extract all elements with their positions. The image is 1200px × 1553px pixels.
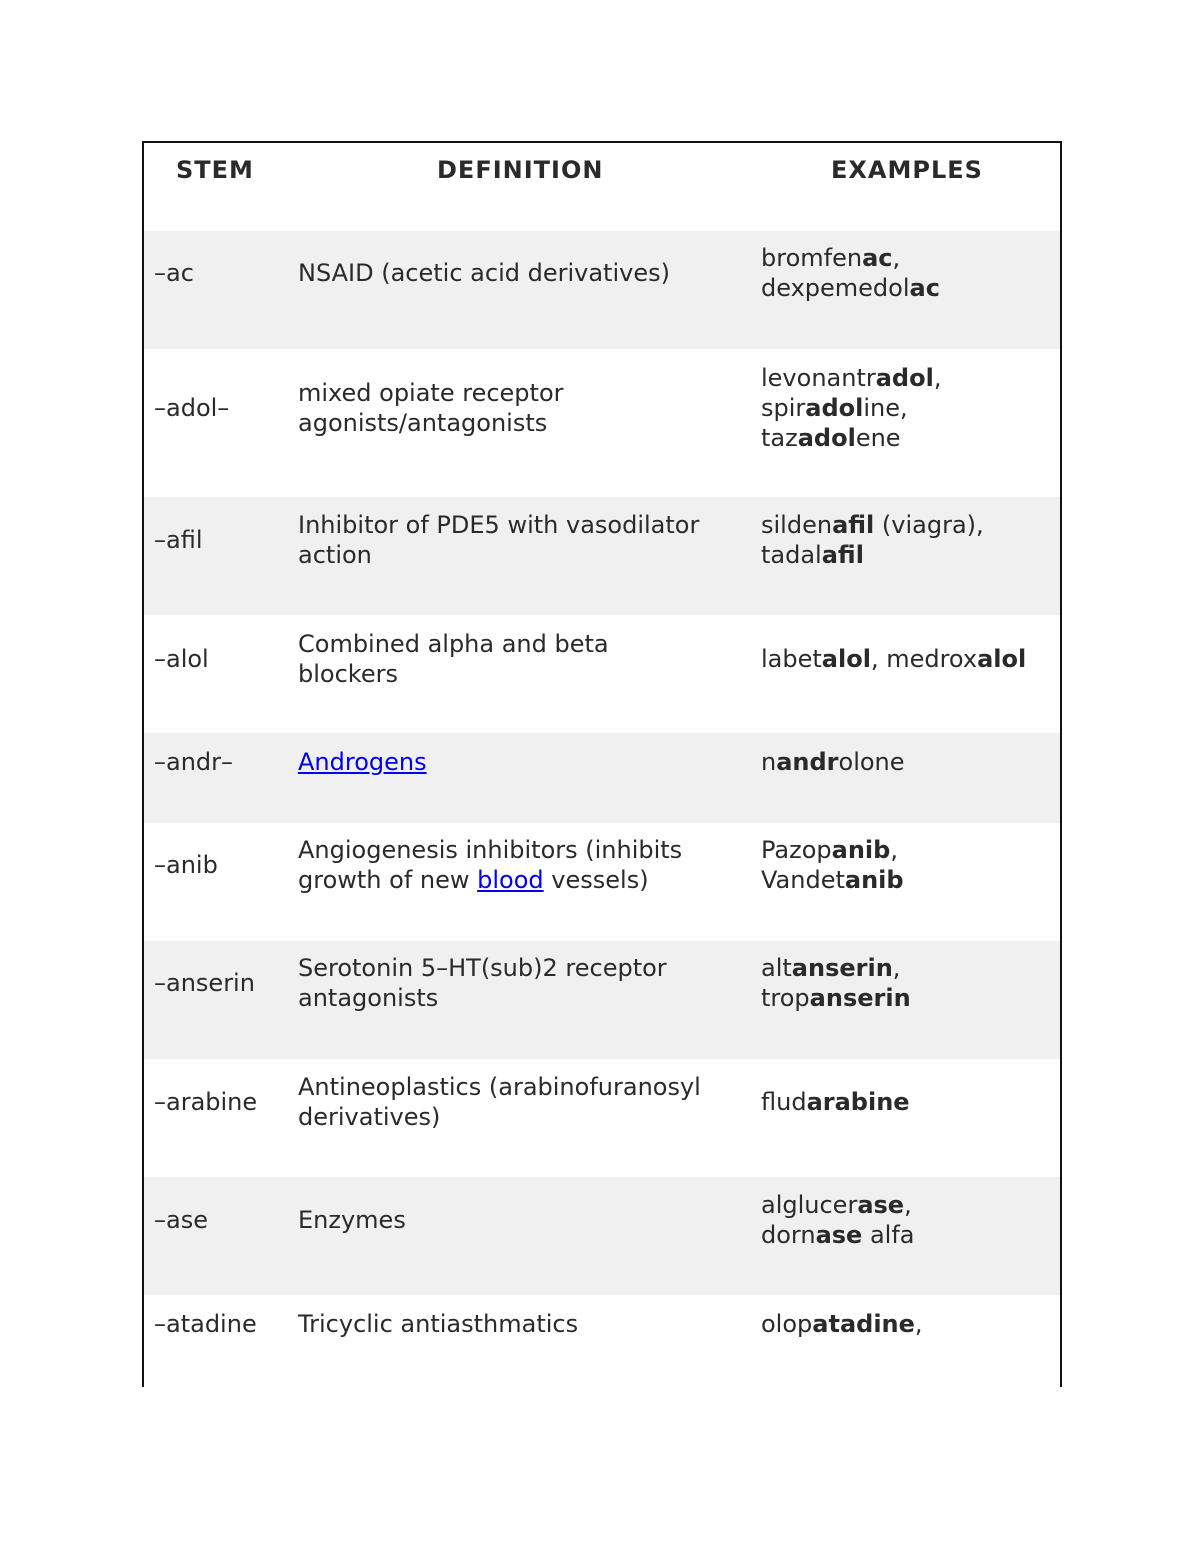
table-row	[144, 349, 1060, 497]
header-stem: STEM	[176, 156, 254, 184]
stem-cell: –arabine	[154, 1088, 258, 1116]
examples-cell: fludarabine	[761, 1088, 910, 1116]
table-row	[144, 497, 1060, 615]
table-row	[144, 941, 1060, 1059]
definition-cell: mixed opiate receptor agonists/antagonists	[298, 379, 564, 437]
stem-cell: –anserin	[154, 969, 255, 997]
definition-cell: Tricyclic antiasthmatics	[298, 1310, 579, 1338]
stem-cell: –alol	[154, 645, 209, 673]
definition-cell: Serotonin 5–HT(sub)2 receptor antagonists	[298, 954, 667, 1012]
stem-cell: –ac	[154, 259, 194, 287]
examples-cell: altanserin, tropanserin	[761, 954, 911, 1012]
table-row	[144, 733, 1060, 823]
stem-cell: –adol–	[154, 394, 230, 422]
table-row	[144, 1177, 1060, 1295]
examples-cell: Pazopanib, Vandetanib	[761, 836, 904, 894]
table-row	[144, 615, 1060, 733]
header-definition: DEFINITION	[437, 156, 604, 184]
examples-cell: levonantradol, spiradoline, tazadolene	[761, 364, 942, 452]
examples-cell: bromfenac, dexpemedolac	[761, 244, 940, 302]
stem-cell: –andr–	[154, 748, 234, 776]
definition-cell: Combined alpha and beta blockers	[298, 630, 609, 688]
stem-cell: –ase	[154, 1206, 208, 1234]
table-row	[144, 231, 1060, 349]
definition-cell: Inhibitor of PDE5 with vasodilator action	[298, 511, 700, 569]
header-examples: EXAMPLES	[831, 156, 983, 184]
table-row	[144, 1295, 1060, 1387]
stem-cell: –afil	[154, 526, 203, 554]
table-header-row	[144, 143, 1060, 231]
definition-cell: NSAID (acetic acid derivatives)	[298, 259, 670, 287]
drug-stem-table	[142, 141, 1062, 1387]
examples-cell: nandrolone	[761, 748, 905, 776]
table-row	[144, 1059, 1060, 1177]
stem-cell: –atadine	[154, 1310, 257, 1338]
blood-link[interactable]: blood	[477, 866, 544, 894]
examples-cell: sildenafil (viagra), tadalafil	[761, 511, 984, 569]
stem-cell: –anib	[154, 851, 218, 879]
definition-cell: Angiogenesis inhibitors (inhibits growth of new blood vessels)	[298, 836, 683, 894]
androgens-link[interactable]: Androgens	[298, 748, 427, 776]
table-row	[144, 823, 1060, 941]
examples-cell: alglucerase, dornase alfa	[761, 1191, 915, 1249]
examples-cell: olopatadine,	[761, 1310, 923, 1338]
definition-cell: Enzymes	[298, 1206, 406, 1234]
examples-cell: labetalol, medroxalol	[761, 645, 1027, 673]
definition-cell: Antineoplastics (arabinofuranosyl derivatives)	[298, 1073, 701, 1131]
